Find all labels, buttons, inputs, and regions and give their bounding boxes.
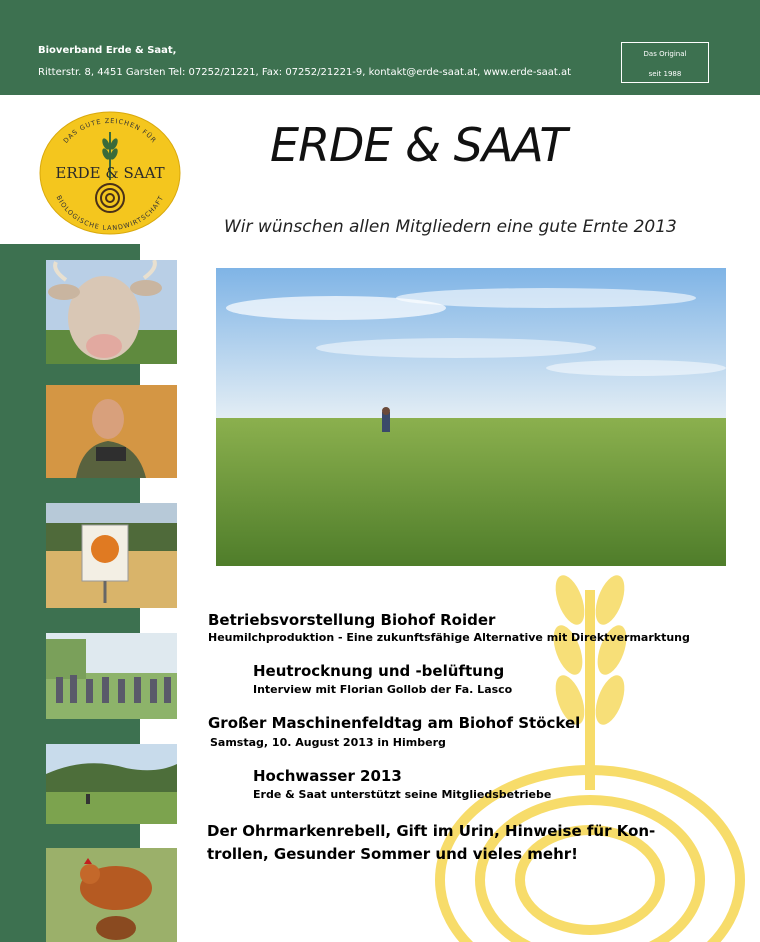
group-field-day-photo: [46, 633, 177, 719]
article-3-subtitle: Samstag, 10. August 2013 in Himberg: [210, 736, 446, 749]
badge-line-2: seit 1988: [648, 70, 682, 78]
farmer-portrait-photo: [46, 385, 177, 478]
article-1-subtitle: Heumilchproduktion - Eine zukunftsfähige Alternative mit Direktvermarktung: [208, 631, 690, 644]
logo-top-text: DAS GUTE ZEICHEN FÜR: [61, 116, 159, 145]
header-bar: [0, 0, 760, 95]
closing-line-2: trollen, Gesunder Sommer und vieles mehr!: [207, 845, 578, 863]
cow-photo: [46, 260, 177, 364]
article-3-title: Großer Maschinenfeldtag am Biohof Stöckel: [208, 714, 581, 732]
article-4-subtitle: Erde & Saat unterstützt seine Mitgliedsbetriebe: [253, 788, 552, 801]
chicken-photo: [46, 848, 177, 942]
logo-center-text: ERDE & SAAT: [55, 164, 165, 182]
logo-bottom-text: BIOLOGISCHE LANDWIRTSCHAFT: [54, 194, 166, 233]
article-2-subtitle: Interview mit Florian Gollob der Fa. Lasco: [253, 683, 513, 696]
article-4-title: Hochwasser 2013: [253, 767, 402, 785]
badge-line-1: Das Original: [643, 50, 687, 58]
article-2-title: Heutrocknung und -belüftung: [253, 662, 505, 680]
page-subtitle: Wir wünschen allen Mitgliedern eine gute Ernte 2013: [224, 217, 677, 237]
closing-line-1: Der Ohrmarkenrebell, Gift im Urin, Hinweise für Kon-: [207, 822, 656, 840]
erde-saat-logo: [38, 110, 182, 236]
article-1-title: Betriebsvorstellung Biohof Roider: [208, 611, 496, 629]
page-title: ERDE & SAAT: [270, 118, 567, 172]
contact-address: Ritterstr. 8, 4451 Garsten Tel: 07252/21221, Fax: 07252/21221-9, kontakt@erde-saat.at, www.erde-saat.at: [38, 67, 572, 78]
wheat-field-photo: [216, 268, 726, 566]
org-name: Bioverband Erde & Saat,: [38, 45, 177, 56]
landscape-photo: [46, 744, 177, 824]
sign-in-field-photo: [46, 503, 177, 608]
original-badge: [621, 42, 709, 83]
